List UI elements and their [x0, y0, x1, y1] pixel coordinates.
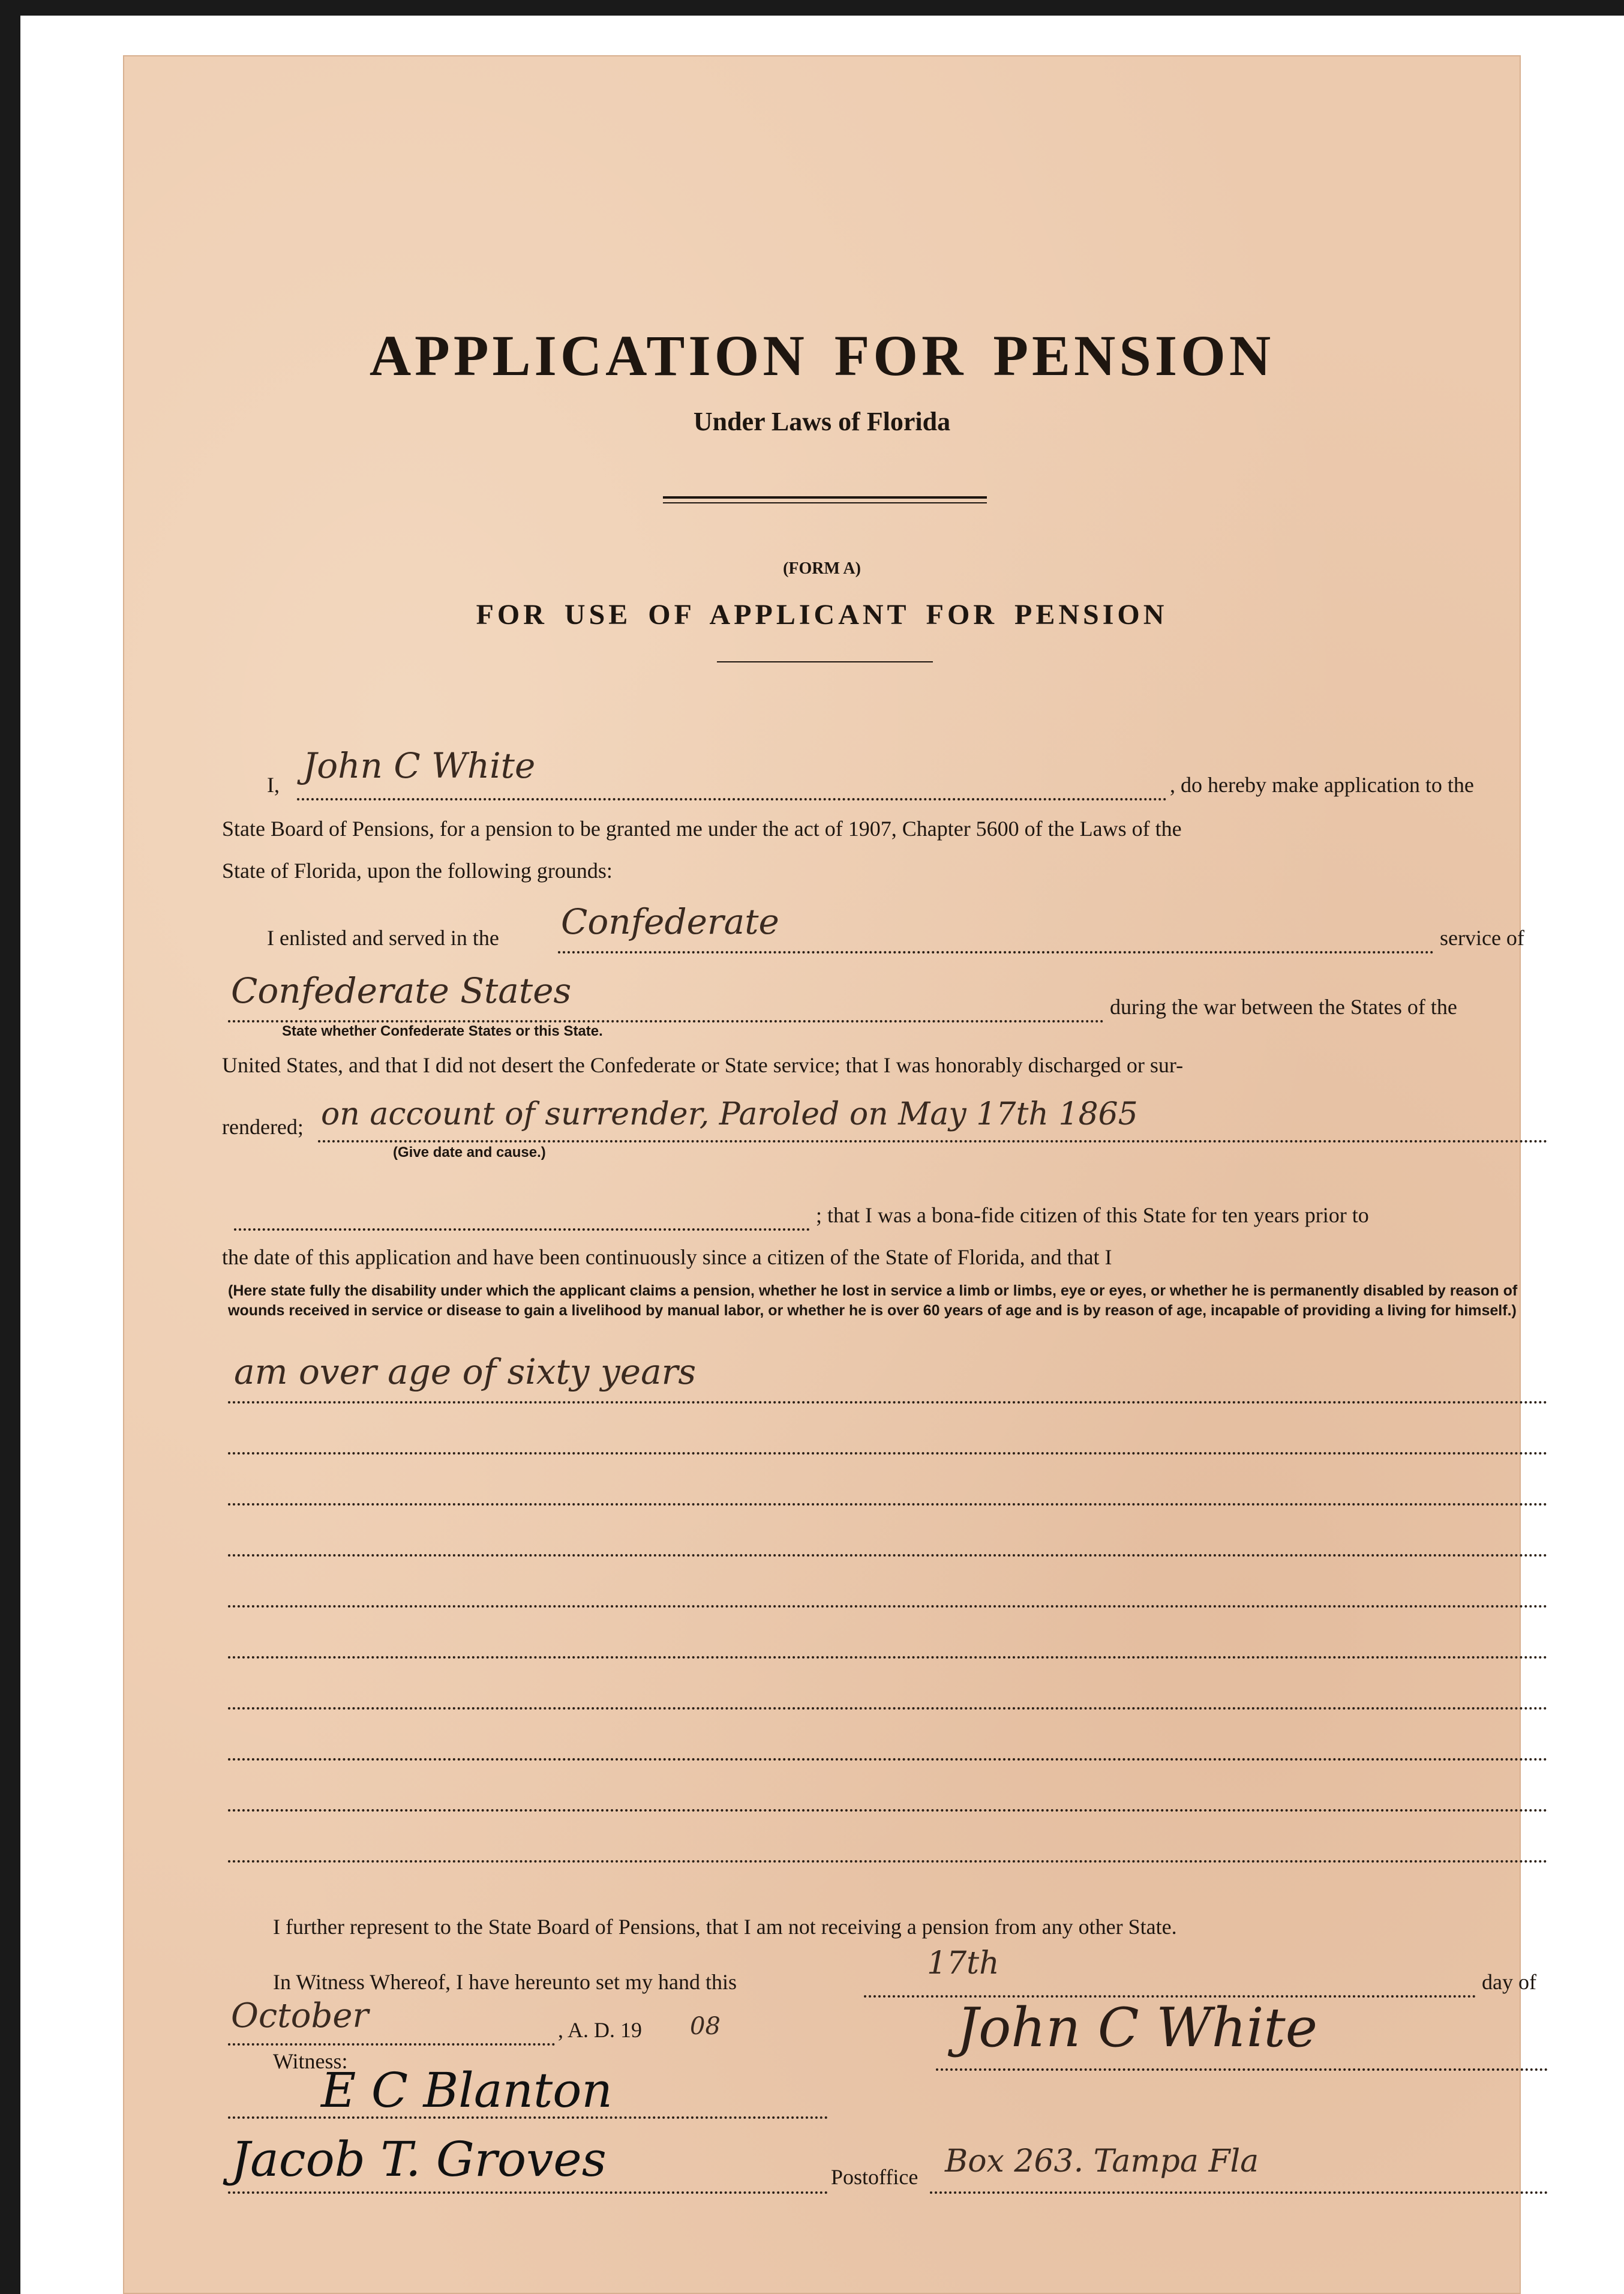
applicant-signature: John C White	[957, 1996, 1317, 2059]
signature-field-line[interactable]	[936, 2068, 1548, 2071]
citizen-blank-line[interactable]	[234, 1228, 810, 1231]
line1-suffix: , do hereby make application to the	[1170, 773, 1474, 797]
double-rule-bottom	[663, 502, 987, 503]
form-subtitle: Under Laws of Florida	[693, 407, 951, 436]
scan-top-border	[0, 0, 1624, 16]
form-heading: FOR USE OF APPLICANT FOR PENSION	[476, 599, 1168, 631]
form-id: (FORM A)	[783, 559, 861, 578]
postoffice-label: Postoffice	[831, 2165, 918, 2189]
surrender-field-line[interactable]	[318, 1140, 1548, 1142]
disability-line-3[interactable]	[228, 1503, 1548, 1506]
scan-left-border	[0, 0, 20, 2294]
applicant-name-field-line[interactable]	[297, 798, 1167, 800]
line7-prefix: rendered;	[222, 1115, 304, 1139]
disability-line-6[interactable]	[228, 1656, 1548, 1659]
line9-text: the date of this application and have been continuously since a citizen of the State of Florida, and that I	[222, 1245, 1112, 1269]
line8-text: ; that I was a bona-fide citizen of this State for ten years prior to	[816, 1203, 1369, 1227]
line7-note: (Give date and cause.)	[393, 1144, 546, 1161]
witness-whereof-text: In Witness Whereof, I have hereunto set my hand this	[273, 1970, 737, 1994]
disability-line-9[interactable]	[228, 1809, 1548, 1812]
form-title: APPLICATION FOR PENSION	[369, 323, 1275, 388]
disability-instruction: (Here state fully the disability under which the applicant claims a pension, whether he lost in service a limb or limbs, eye or eyes, or whether he is permanently disabled by reason of wounds received in service or disease to gain a livelihood by manual labor, or whether he is over 60 years of age and is by reason of age, incapable of providing a living for himself.)	[228, 1282, 1518, 1319]
line4-suffix: service of	[1440, 926, 1524, 950]
further-represent-text: I further represent to the State Board of Pensions, that I am not receiving a pension from any other State.	[273, 1915, 1177, 1939]
service-of-field-line[interactable]	[228, 1020, 1104, 1022]
service-field-line[interactable]	[558, 951, 1434, 953]
disability-line-5[interactable]	[228, 1605, 1548, 1608]
line6-text: United States, and that I did not desert the Confederate or State service; that I was honorably discharged or sur-	[222, 1053, 1184, 1077]
witness2-signature: Jacob T. Groves	[231, 2131, 607, 2187]
witness-label: Witness:	[273, 2049, 348, 2073]
pension-application-sheet	[123, 55, 1536, 2294]
line3-text: State of Florida, upon the following grounds:	[222, 859, 613, 883]
service-of-handwritten: Confederate States	[231, 970, 572, 1011]
month-handwritten: October	[231, 1996, 369, 2035]
line4-prefix: I enlisted and served in the	[267, 926, 499, 950]
heading-rule	[717, 661, 933, 662]
witness1-signature: E C Blanton	[321, 2062, 613, 2118]
line2-text: State Board of Pensions, for a pension to be granted me under the act of 1907, Chapter 5600 of the Laws of the	[222, 817, 1182, 841]
day-handwritten: 17th	[927, 1945, 999, 1981]
disability-line-1[interactable]	[228, 1401, 1548, 1404]
disability-line-7[interactable]	[228, 1707, 1548, 1710]
ad-text: , A. D. 19	[558, 2018, 643, 2042]
line5-suffix: during the war between the States of the	[1110, 995, 1457, 1019]
service-handwritten: Confederate	[561, 901, 779, 942]
postoffice-field-line[interactable]	[930, 2191, 1548, 2194]
disability-line-4[interactable]	[228, 1554, 1548, 1557]
disability-line-10[interactable]	[228, 1860, 1548, 1863]
witness2-field-line[interactable]	[228, 2191, 828, 2194]
disability-handwritten: am over age of sixty years	[234, 1351, 697, 1392]
year-handwritten: 08	[690, 2013, 721, 2040]
disability-line-2[interactable]	[228, 1452, 1548, 1455]
line1-prefix: I,	[267, 773, 280, 797]
day-of-text: day of	[1482, 1970, 1536, 1994]
line5-note: State whether Confederate States or this State.	[282, 1023, 603, 1039]
applicant-name-handwritten: John C White	[303, 745, 536, 786]
double-rule-top	[663, 496, 987, 499]
postoffice-handwritten: Box 263. Tampa Fla	[945, 2143, 1259, 2179]
disability-line-8[interactable]	[228, 1758, 1548, 1761]
month-field-line[interactable]	[228, 2043, 555, 2046]
surrender-handwritten: on account of surrender, Paroled on May 17th 1865	[321, 1096, 1138, 1132]
